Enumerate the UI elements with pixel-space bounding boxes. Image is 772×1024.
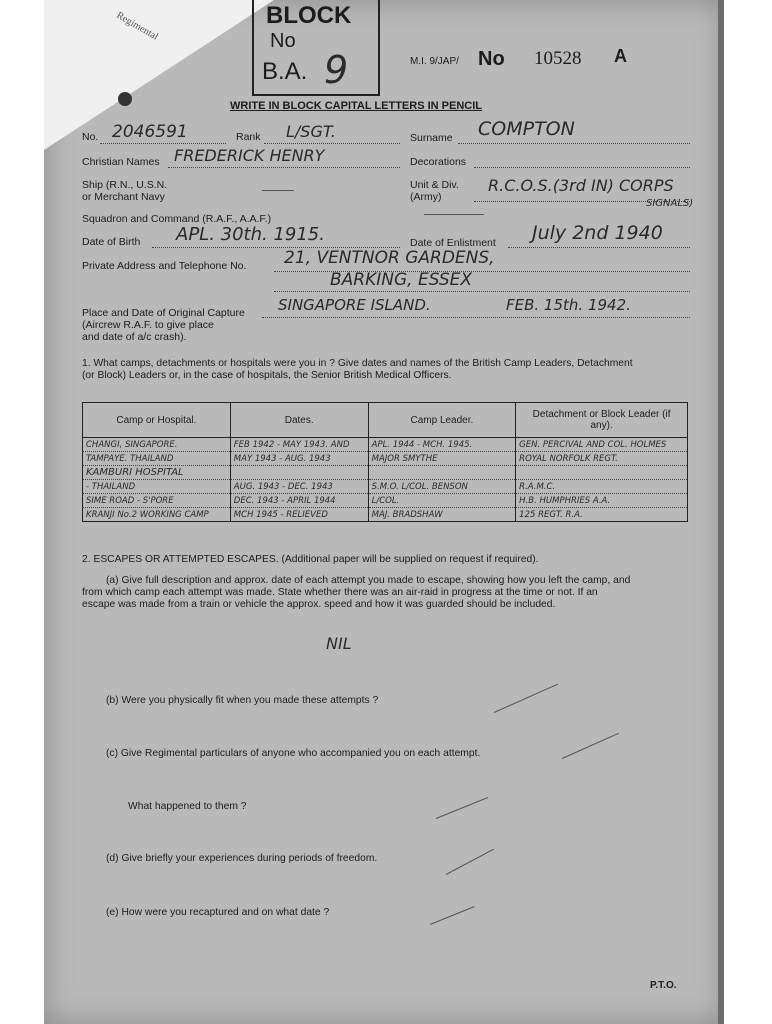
cell-dates <box>230 466 368 480</box>
cell-leader: L/COL. <box>368 494 516 508</box>
cell-dates: FEB 1942 - MAY 1943. AND <box>230 438 368 452</box>
cell-camp: - THAILAND <box>83 480 231 494</box>
ba-label: B.A. <box>262 58 308 85</box>
instruction-heading: WRITE IN BLOCK CAPITAL LETTERS IN PENCIL <box>230 100 482 112</box>
surname-value: COMPTON <box>478 118 575 140</box>
table-row <box>83 452 688 466</box>
header-camp: Camp or Hospital. <box>83 403 231 438</box>
enlistment-line <box>508 247 690 248</box>
table-row <box>83 494 688 508</box>
cell-camp: CHANGI, SINGAPORE. <box>83 438 231 452</box>
cell-camp: TAMPAYE. THAILAND <box>83 452 231 466</box>
q2-c-followup: What happened to them ? <box>128 801 247 812</box>
decorations-line <box>474 167 690 168</box>
block-label: BLOCK <box>266 2 352 29</box>
dob-label: Date of Birth <box>82 236 141 248</box>
cell-detachment <box>516 466 688 480</box>
camps-table <box>82 402 688 522</box>
enlistment-label: Date of Enlistment <box>410 237 496 249</box>
squadron-dash <box>424 214 484 215</box>
q2-e: (e) How were you recaptured and on what date ? <box>106 907 330 918</box>
cell-camp: SIME ROAD - S'PORE <box>83 494 231 508</box>
table-row <box>83 480 688 494</box>
cell-leader: S.M.O. L/COL. BENSON <box>368 480 516 494</box>
table-row <box>83 438 688 452</box>
form-reference: M.I. 9/JAP/ <box>410 56 459 67</box>
cell-leader: APL. 1944 - MCH. 1945. <box>368 438 516 452</box>
block-box <box>252 0 380 96</box>
q2-a-line-2: from which camp each attempt was made. State whether there was an air-raid in progress at the time or not. If an <box>82 587 598 598</box>
q2-a-line-1: (a) Give full description and approx. date of each attempt you made to escape, showing how you left the camp, and <box>106 575 631 586</box>
q2-b: (b) Were you physically fit when you made these attempts ? <box>106 695 379 706</box>
cell-detachment: R.A.M.C. <box>516 480 688 494</box>
cell-detachment: GEN. PERCIVAL AND COL. HOLMES <box>516 438 688 452</box>
dob-value: APL. 30th. 1915. <box>176 224 325 245</box>
table-row <box>83 466 688 480</box>
serial-no-symbol: No <box>478 48 505 70</box>
serial-number: 10528 <box>534 48 582 69</box>
capture-label-1: Place and Date of Original Capture <box>82 307 245 319</box>
serial-suffix: A <box>614 46 627 66</box>
capture-place: SINGAPORE ISLAND. <box>278 296 431 314</box>
cell-detachment: ROYAL NORFOLK REGT. <box>516 452 688 466</box>
cell-leader: MAJ. BRADSHAW <box>368 508 516 522</box>
q1-text-1: 1. What camps, detachments or hospitals were you in ? Give dates and names of the British Camp Leaders, Detachment <box>82 358 633 369</box>
q2-d: (d) Give briefly your experiences during periods of freedom. <box>106 853 378 864</box>
unit-value-2: SIGNALS) <box>646 198 694 209</box>
capture-label-3: and date of a/c crash). <box>82 331 187 343</box>
cell-dates: MCH 1945 - RELIEVED <box>230 508 368 522</box>
cell-detachment: H.B. HUMPHRIES A.A. <box>516 494 688 508</box>
rank-label: Rank <box>236 131 261 143</box>
address-label: Private Address and Telephone No. <box>82 260 247 272</box>
no-line <box>100 143 226 144</box>
ship-label-1: Ship (R.N., U.S.N. <box>82 179 168 191</box>
rank-line <box>264 143 400 144</box>
surname-line <box>458 143 690 144</box>
block-no-label: No <box>270 30 296 52</box>
rank-value: L/SGT. <box>286 122 336 141</box>
cell-camp: KAMBURI HOSPITAL <box>83 466 231 480</box>
address-value-1: 21, VENTNOR GARDENS, <box>284 248 495 268</box>
christian-names-line <box>168 167 400 168</box>
camps-table-header <box>83 403 688 438</box>
ba-number: 9 <box>324 48 349 92</box>
cell-detachment: 125 REGT. R.A. <box>516 508 688 522</box>
unit-label-2: (Army) <box>410 191 442 203</box>
enlistment-value: July 2nd 1940 <box>532 222 663 244</box>
cell-camp: KRANJI No.2 WORKING CAMP <box>83 508 231 522</box>
q2-title: 2. ESCAPES OR ATTEMPTED ESCAPES. (Additional paper will be supplied on request if required). <box>82 554 539 565</box>
q1-text-2: (or Block) Leaders or, in the case of hospitals, the Senior British Medical Officers. <box>82 370 452 381</box>
q2-a-answer: NIL <box>326 634 352 653</box>
surname-label: Surname <box>410 132 453 144</box>
address-line-2 <box>274 291 690 292</box>
christian-names-value: FREDERICK HENRY <box>174 146 325 165</box>
christian-names-label: Christian Names <box>82 156 160 168</box>
unit-value-1: R.C.O.S.(3rd IN) CORPS <box>488 176 674 195</box>
ship-dash <box>262 190 294 191</box>
sheet-edge <box>718 0 724 1024</box>
ship-label-2: or Merchant Navy <box>82 191 165 203</box>
cell-leader <box>368 466 516 480</box>
cell-dates: AUG. 1943 - DEC. 1943 <box>230 480 368 494</box>
header-camp-leader: Camp Leader. <box>368 403 516 438</box>
capture-date: FEB. 15th. 1942. <box>506 296 631 314</box>
decorations-label: Decorations <box>410 156 467 168</box>
unit-label-1: Unit & Div. <box>410 179 459 191</box>
pto-label: P.T.O. <box>650 980 677 991</box>
cell-dates: MAY 1943 - AUG. 1943 <box>230 452 368 466</box>
q2-c: (c) Give Regimental particulars of anyone who accompanied you on each attempt. <box>106 748 481 759</box>
table-row <box>83 508 688 522</box>
capture-line <box>262 317 690 318</box>
squadron-label: Squadron and Command (R.A.F., A.A.F.) <box>82 213 272 225</box>
cell-leader: MAJOR SMYTHE <box>368 452 516 466</box>
q2-a-line-3: escape was made from a train or vehicle the approx. speed and how it was guarded should be included. <box>82 599 556 610</box>
cell-dates: DEC. 1943 - APRIL 1944 <box>230 494 368 508</box>
staple-hole <box>118 92 132 106</box>
capture-label-2: (Aircrew R.A.F. to give place <box>82 319 214 331</box>
corner-text: Regimental <box>114 10 160 43</box>
header-dates: Dates. <box>230 403 368 438</box>
header-detachment-leader: Detachment or Block Leader (if any). <box>516 403 688 438</box>
no-label: No. <box>82 131 99 143</box>
address-value-2: BARKING, ESSEX <box>330 270 473 290</box>
no-value: 2046591 <box>112 122 188 142</box>
